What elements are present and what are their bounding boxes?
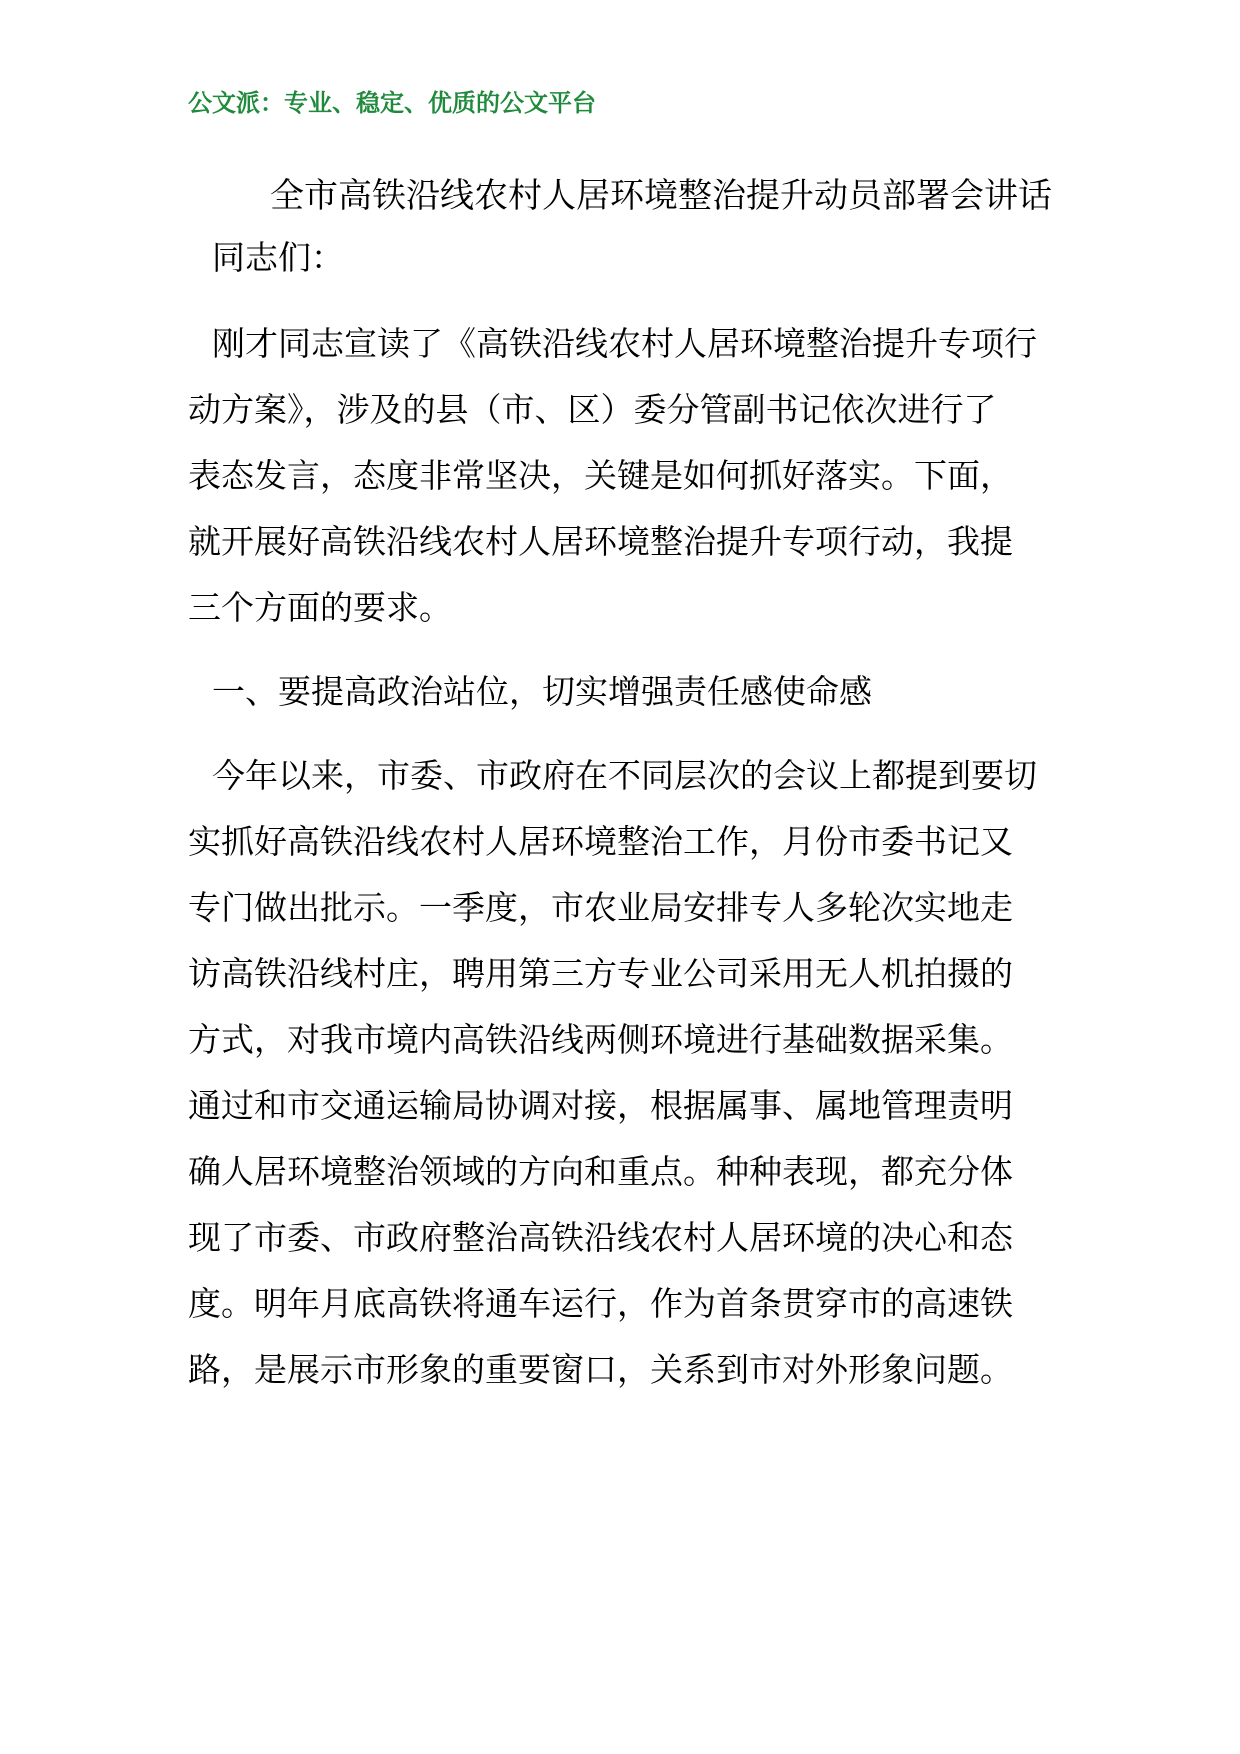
brand-header: 公文派：专业、稳定、优质的公文平台 <box>188 89 596 117</box>
paragraph-line: 通过和市交通运输局协调对接，根据属事、属地管理责明 <box>188 1086 1013 1125</box>
paragraph-line: 专门做出批示。一季度，市农业局安排专人多轮次实地走 <box>188 888 1013 927</box>
paragraph-line: 三个方面的要求。 <box>188 588 452 627</box>
paragraph-line: 刚才同志宣读了《高铁沿线农村人居环境整治提升专项行 <box>212 324 1037 363</box>
paragraph-line: 度。明年月底高铁将通车运行，作为首条贯穿市的高速铁 <box>188 1284 1013 1323</box>
paragraph-line: 动方案》，涉及的县（市、区）委分管副书记依次进行了 <box>188 390 997 429</box>
paragraph-line: 今年以来，市委、市政府在不同层次的会议上都提到要切 <box>212 756 1037 795</box>
paragraph-line: 路，是展示市形象的重要窗口，关系到市对外形象问题。 <box>188 1350 1013 1389</box>
paragraph-line: 就开展好高铁沿线农村人居环境整治提升专项行动，我提 <box>188 522 1013 561</box>
document-title: 全市高铁沿线农村人居环境整治提升动员部署会讲话 <box>270 176 1052 216</box>
paragraph-line: 方式，对我市境内高铁沿线两侧环境进行基础数据采集。 <box>188 1020 1013 1059</box>
paragraph-line: 实抓好高铁沿线农村人居环境整治工作，月份市委书记又 <box>188 822 1013 861</box>
section-heading-1: 一、要提高政治站位，切实增强责任感使命感 <box>212 672 872 711</box>
paragraph-line: 确人居环境整治领域的方向和重点。种种表现，都充分体 <box>188 1152 1013 1191</box>
salutation: 同志们： <box>212 238 344 277</box>
paragraph-line: 现了市委、市政府整治高铁沿线农村人居环境的决心和态 <box>188 1218 1013 1257</box>
paragraph-line: 访高铁沿线村庄，聘用第三方专业公司采用无人机拍摄的 <box>188 954 1013 993</box>
paragraph-line: 表态发言，态度非常坚决，关键是如何抓好落实。下面， <box>188 456 1013 495</box>
